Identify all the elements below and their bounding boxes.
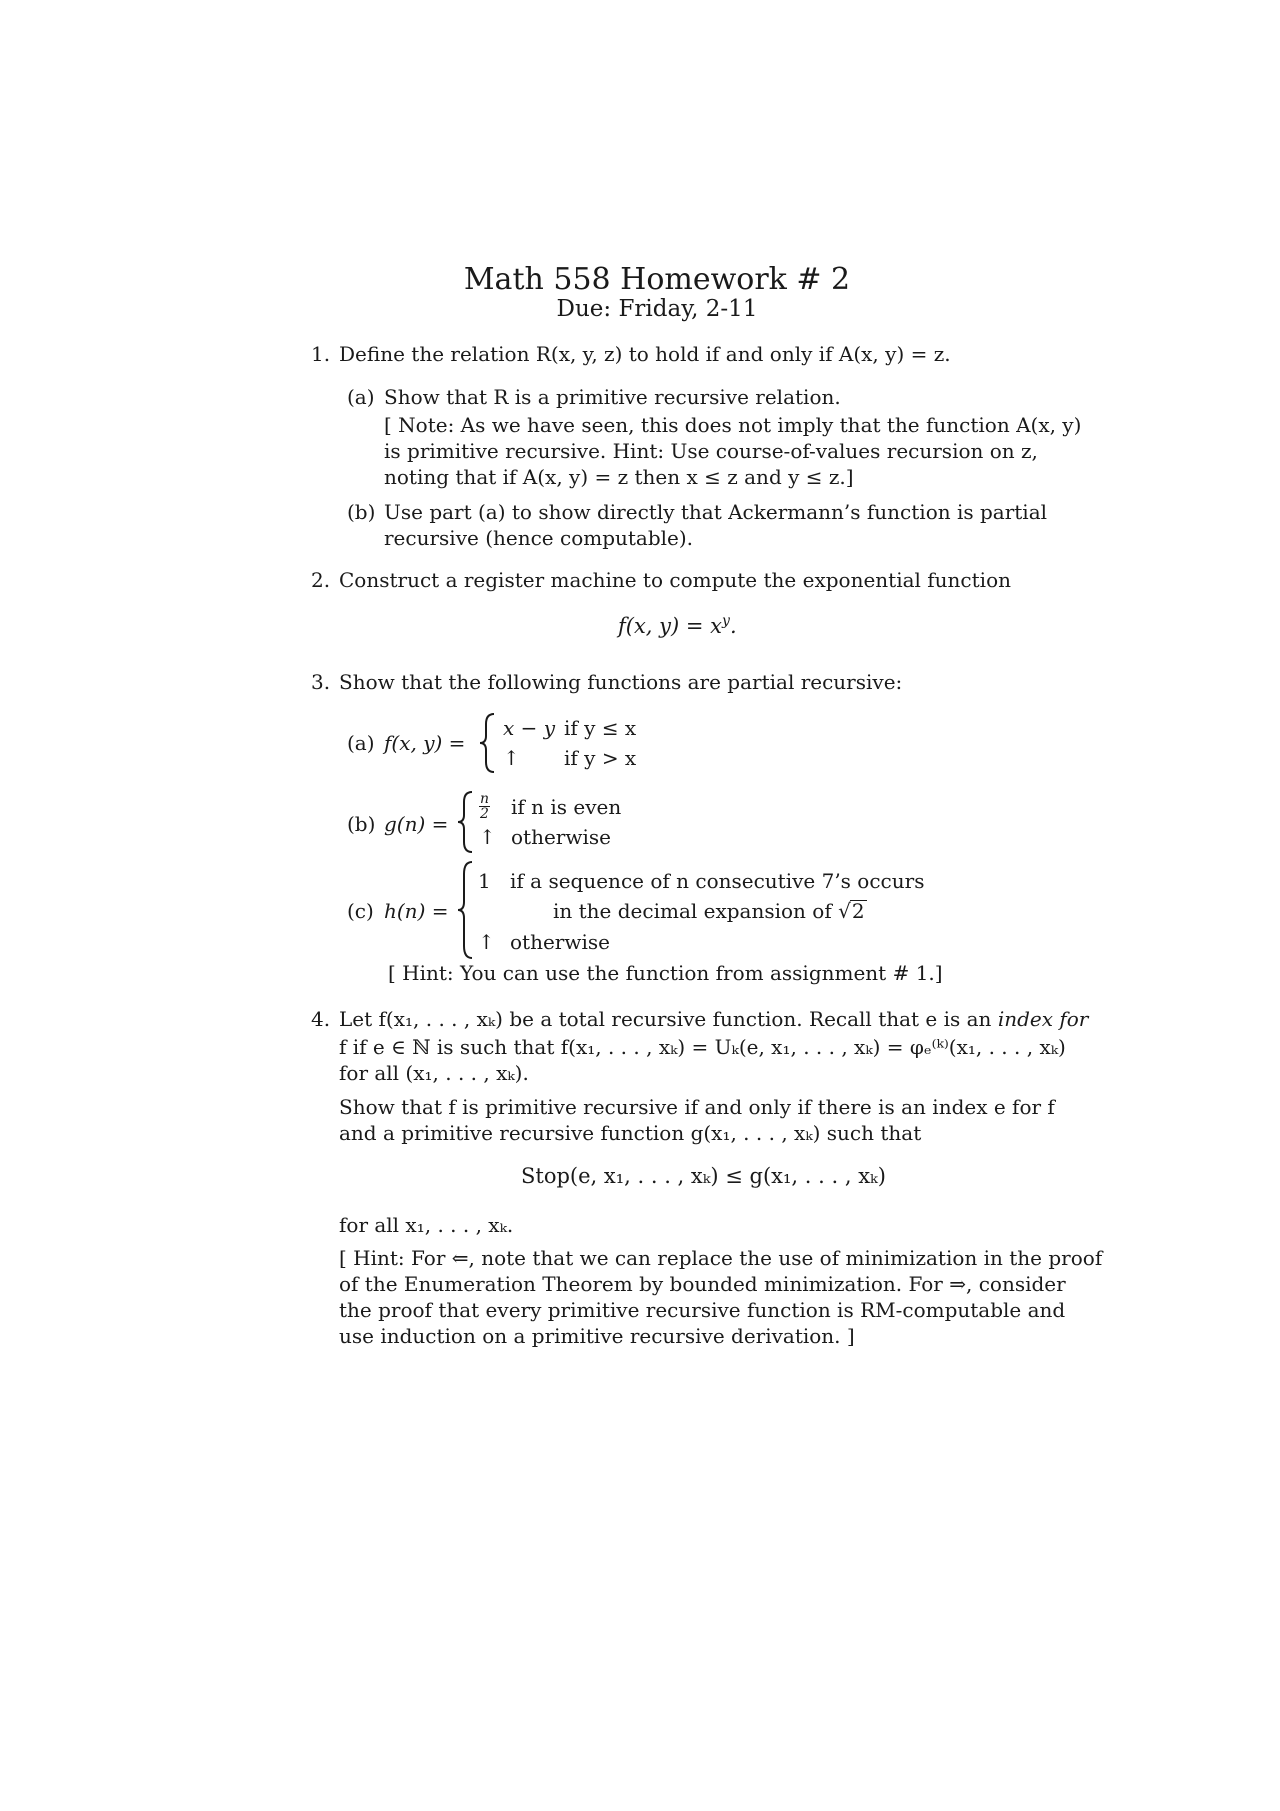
problem-3c-label: (c) (347, 899, 374, 923)
problem-1a-note-line-3: noting that if A(x, y) = z then x ≤ z and y ≤ z.] (384, 465, 854, 489)
problem-3b-lhs: g(n) = (384, 812, 449, 836)
problem-3a-label: (a) (347, 731, 375, 755)
problem-3-hint: [ Hint: You can use the function from assignment # 1.] (388, 961, 943, 985)
problem-3b-case-2-value: ↑ (479, 825, 496, 849)
problem-4-index-for: index for (997, 1007, 1089, 1031)
problem-4-line-1 (339, 1006, 1088, 1032)
problem-1b-label: (b) (347, 500, 376, 524)
problem-3a-case-1-value: x − y (503, 716, 556, 740)
page-title: Math 558 Homework # 2 (463, 262, 851, 297)
problem-4-formula: Stop(e, x₁, . . . , xₖ) ≤ g(x₁, . . . , xₖ) (521, 1164, 886, 1188)
problem-3c-case-1-condition: if a sequence of n consecutive 7’s occurs (510, 869, 925, 893)
problem-3c-brace (456, 860, 476, 960)
problem-2-formula-exponent: y (722, 613, 730, 629)
problem-3b-fraction-denominator: 2 (480, 806, 489, 822)
problem-3-number: 3. (311, 670, 331, 694)
problem-3c-case-1-continuation-text: in the decimal expansion of (553, 899, 832, 923)
problem-3a-case-2-value: ↑ (503, 746, 520, 770)
problem-3b-case-2-condition: otherwise (511, 825, 611, 849)
problem-2-number: 2. (311, 568, 331, 592)
problem-1a-note-line-1: [ Note: As we have seen, this does not imply that the function A(x, y) (384, 413, 1082, 437)
problem-4-hint-line-3: the proof that every primitive recursive function is RM-computable and (339, 1298, 1066, 1322)
problem-2-stem: Construct a register machine to compute the exponential function (339, 568, 1011, 592)
problem-4-line-3: for all (x₁, . . . , xₖ). (339, 1061, 529, 1085)
problem-1b-line-2: recursive (hence computable). (384, 526, 694, 550)
problem-1b-line-1: Use part (a) to show directly that Ackermann’s function is partial (384, 500, 1048, 524)
problem-3-stem: Show that the following functions are partial recursive: (339, 670, 903, 694)
problem-1a-text: Show that R is a primitive recursive relation. (384, 385, 841, 409)
problem-3a-case-1-condition: if y ≤ x (564, 716, 637, 740)
problem-3c-case-2-condition: otherwise (510, 930, 610, 954)
problem-3a-lhs: f(x, y) = (384, 731, 466, 755)
problem-3c-case-1-value: 1 (478, 869, 491, 893)
problem-4-number: 4. (311, 1007, 331, 1031)
problem-3c-case-2-value: ↑ (478, 930, 495, 954)
problem-4-hint-line-1: [ Hint: For ⇐, note that we can replace the use of minimization in the proof (339, 1246, 1103, 1270)
problem-3b-label: (b) (347, 812, 376, 836)
problem-3b-case-1-condition: if n is even (511, 795, 622, 819)
due-date: Due: Friday, 2-11 (556, 296, 758, 322)
problem-3c-case-1-continuation (553, 898, 867, 924)
sqrt-symbol: √ (838, 899, 851, 923)
problem-4-line-4: Show that f is primitive recursive if and only if there is an index e for f (339, 1095, 1055, 1119)
problem-4-line-6: for all x₁, . . . , xₖ. (339, 1213, 514, 1237)
problem-3b-brace (456, 790, 476, 854)
problem-3a-brace (478, 712, 498, 774)
problem-3a-case-2-condition: if y > x (564, 746, 637, 770)
problem-2-formula-lhs: f(x, y) = x (618, 614, 723, 638)
problem-1-stem: Define the relation R(x, y, z) to hold if and only if A(x, y) = z. (339, 342, 951, 366)
problem-4-line-1-text: Let f(x₁, . . . , xₖ) be a total recursive function. Recall that e is an (339, 1007, 992, 1031)
problem-4-line-5: and a primitive recursive function g(x₁, . . . , xₖ) such that (339, 1121, 922, 1145)
problem-3b-fraction (479, 792, 490, 821)
problem-4-hint-line-2: of the Enumeration Theorem by bounded minimization. For ⇒, consider (339, 1272, 1066, 1296)
sqrt-argument: 2 (851, 899, 865, 923)
problem-4-hint-line-4: use induction on a primitive recursive derivation. ] (339, 1324, 855, 1348)
problem-1a-note-line-2: is primitive recursive. Hint: Use course-of-values recursion on z, (384, 439, 1038, 463)
problem-1-number: 1. (311, 342, 331, 366)
problem-3b-fraction-numerator: n (480, 791, 490, 807)
problem-4-line-2: f if e ∈ ℕ is such that f(x₁, . . . , xₖ) = Uₖ(e, x₁, . . . , xₖ) = φₑ⁽ᵏ⁾(x₁, . . . , xₖ) (339, 1035, 1066, 1059)
problem-3c-lhs: h(n) = (384, 899, 449, 923)
problem-2-formula-end: . (729, 614, 737, 638)
problem-2-formula (618, 613, 737, 638)
problem-1a-label: (a) (347, 385, 375, 409)
